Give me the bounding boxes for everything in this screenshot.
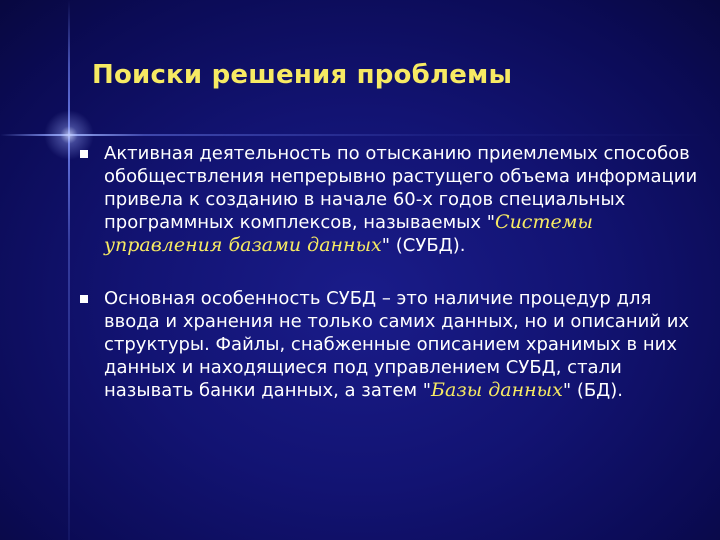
bullet-text-before: Активная деятельность по отысканию приемлемых способов обобществления непрерывно растущего объема информации привела к созданию в начале 60-х годов специальных программных комплексов, называемых ": [104, 143, 698, 233]
square-bullet-icon: [80, 295, 88, 303]
square-bullet-icon: [80, 150, 88, 158]
bullet-text-before: Основная особенность СУБД – это наличие процедур для ввода и хранения не только самих данных, но и описаний их структуры. Файлы, снабженные описанием хранимых в них данных и находящиеся под управлением СУБД, стали называть банки данных, а затем ": [104, 288, 690, 401]
bullet-item-db: [76, 287, 706, 402]
bullet-text-after: " (СУБД).: [381, 235, 466, 256]
decorative-vertical-line: [68, 0, 70, 540]
bullet-text-after: " (БД).: [562, 380, 623, 401]
slide-title: Поиски решения проблемы: [92, 60, 513, 90]
bullet-text: [104, 142, 706, 257]
bullet-text: [104, 287, 706, 402]
bullet-term-dbms: Системы управления базами данных: [104, 211, 593, 256]
decorative-horizontal-line: [0, 134, 720, 136]
bullet-item-dbms: [76, 142, 706, 257]
bullet-term-db: Базы данных: [431, 379, 563, 401]
bullet-list: [76, 142, 706, 432]
